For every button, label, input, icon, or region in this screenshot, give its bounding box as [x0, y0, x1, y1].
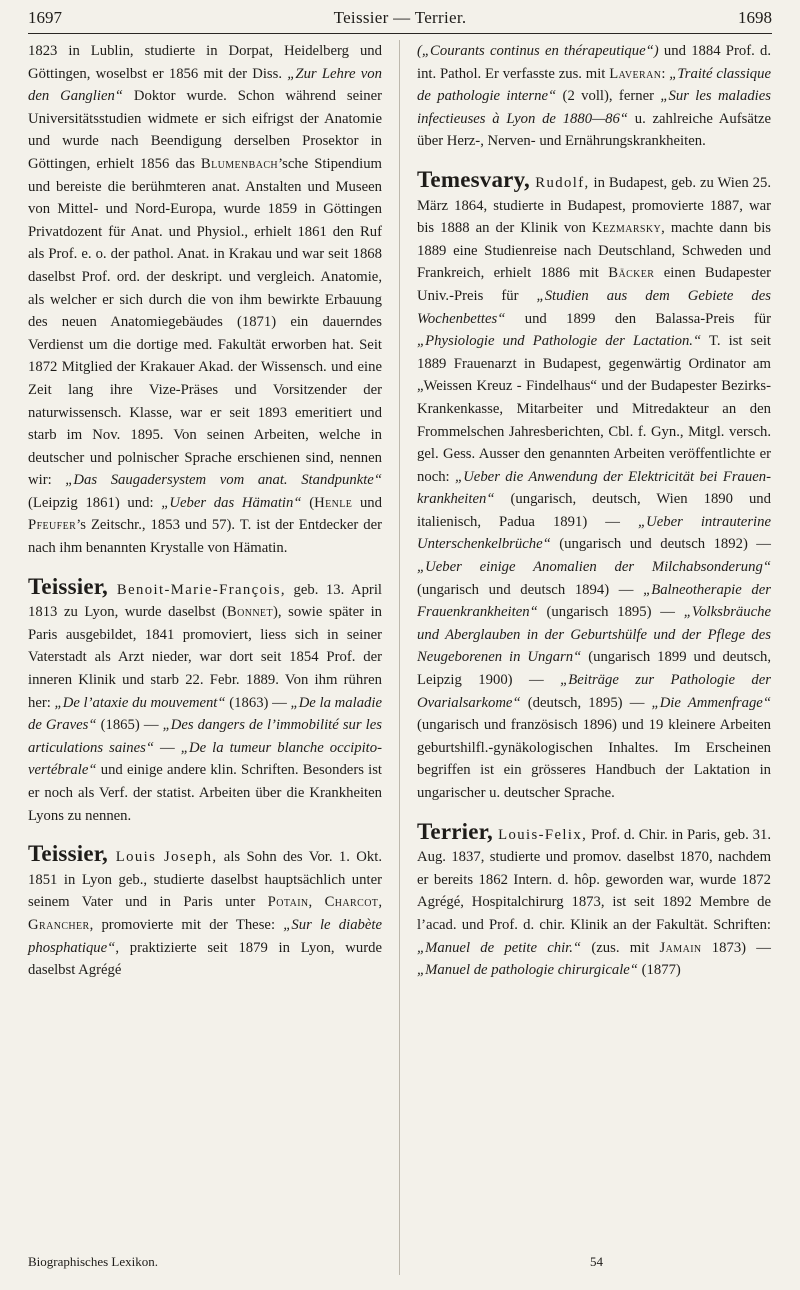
person-name: Laveran	[609, 65, 662, 82]
work-title: „De la tumeur blanche occipito-vertébrale“	[28, 739, 383, 779]
text: , machte dann bis 1889 eine Studienreise nach Deutschland, Schweden und Frankreich, erhielt 1886 mit	[417, 220, 771, 282]
work-title: „De l’ataxie du mouvement“	[54, 694, 226, 711]
entry-headword: Teissier,	[28, 573, 108, 599]
running-title: Teissier — Terrier.	[333, 8, 467, 27]
text: , praktizierte seit 1879 in Lyon, wurde daselbst Agrégé	[28, 939, 382, 979]
work-title: „Volksbräuche und Aberglauben in der Geburtshülfe und der Pflege des Neugeborenen in Ungarn“	[417, 604, 771, 666]
entry-temesvary	[417, 166, 772, 805]
text: ’sche Stipendium und bereiste die berühmteren anat. Anstalten und Museen von Mittel- und Nord-Europa, wurde 1859 in Göttingen Privatdozent für Anat. und Physiol., erhielt 1861 den Ruf als Prof. e. o. der pathol. Anat. in Krakau und war seit 1868 daselbst Prof. ord. der deskript. und vergleich. Anatomie, als welcher er sich durch die von ihm bewirkte Erbauung des neuen Anatomiegebäudes (1871) ein dauerndes Verdienst um die dortige med. Fakultät erworben hat. Seit 1872 Mitglied der Krakauer Akad. der Wissensch. und eine Zeit lang ihre Vize-Präses und Vorsitzender der naturwissensch. Klasse, war er seit 1893 emeritiert und starb im Nov. 1895. Von seinen Arbeiten, welche in deutscher und polnischer Sprache erschienen sind, nennen wir:	[28, 155, 382, 489]
text: (	[301, 494, 315, 511]
work-title: „Balneotherapie der Frauenkrankheiten“	[417, 581, 772, 621]
text: (1865) —	[96, 717, 163, 734]
entry-given-names: Louis Joseph,	[107, 849, 218, 866]
text: (ungarisch, deutsch, Wien 1890 und italienisch, Padua 1891) —	[417, 491, 771, 530]
entry-headword: Teissier,	[28, 841, 108, 867]
person-name: Potain	[267, 894, 309, 911]
entry-teissier-benoit	[28, 573, 383, 828]
work-title: „Beiträge zur Pathologie der Ovarialsarkome“	[417, 672, 771, 711]
text: Prof. d. Chir. in Paris, geb. 31. Aug. 1837, studierte und promov. daselbst 1870, nachdem er bereits 1862 Intern. d. hôp. geworden war, wurde 1872 Agrégé, Hospitalchirurg 1873, ist seit 1892 Membre de l’acad. und Prof. d. chir. Klinik an der Fakultät. Schriften:	[417, 826, 771, 933]
work-title: „Manuel de pathologie chirurgicale“	[417, 962, 638, 979]
text: und 1884 Prof. d. int. Pathol. Er verfasste zus. mit	[417, 43, 772, 82]
entry-given-names: Benoit-Marie-François,	[107, 581, 286, 598]
text: (deutsch, 1895) —	[520, 694, 652, 711]
work-title: „Des dangers de l’immobilité sur les articulations saines“	[28, 717, 382, 756]
work-title: „Ueber einige Anomalien der Milchabsonderung“	[417, 559, 771, 576]
text: (1863) —	[225, 694, 291, 711]
text: (ungarisch und französisch 1896) und 19 kleinere Arbeiten geburtshilfl.-gynäkologischen Inhaltes. Im Erscheinen begriffen ist ein grösseres Handbuch der Laktation in ungarischer u. deutscher Sprache.	[417, 717, 771, 801]
text: (ungarisch und deutsch 1892) —	[550, 536, 771, 553]
work-title: „Ueber intrauterine Unterschenkelbrüche“	[417, 513, 771, 553]
entry-continuation	[28, 40, 382, 560]
footer-source: Biographisches Lexikon.	[28, 1254, 158, 1269]
person-name: Bäcker	[608, 265, 655, 282]
work-title: „Physiologie und Pathologie der Lactation.“	[417, 333, 702, 350]
work-title: „Ueber die Anwendung der Elektricität bei Frauenkrankheiten“	[417, 468, 772, 508]
work-title: „Sur le diabète phosphatique“	[28, 916, 382, 956]
text: einen Budapester Univ.-Preis für	[417, 265, 771, 304]
entry-given-names: Louis-Felix,	[492, 826, 588, 843]
text: 1823 in Lublin, studierte in Dorpat, Heidelberg und Göttingen, woselbst er 1856 mit der Diss.	[28, 43, 382, 82]
text: geb. 13. April 1813 zu Lyon, wurde daselbst (	[28, 581, 382, 621]
text: Doktor wurde. Schon während seiner Universitätsstudien widmete er sich eifrigst der Anatomie und wurde nach Beendigung derselben Prosektor in Göttingen, erhielt 1856 das	[28, 88, 383, 172]
person-name: Charcot	[324, 894, 379, 911]
page-header	[28, 0, 772, 30]
work-title: „Sur les maladies infectieuses à Lyon de 1880—86“	[417, 88, 771, 127]
text: ,	[308, 894, 325, 911]
text: ’s Zeitschr., 1853 und 57). T. ist der Entdecker der nach ihm benannten Krystalle von Hämatin.	[28, 517, 382, 557]
entry-terrier	[417, 818, 771, 982]
work-title: „Zur Lehre von den Ganglien“	[28, 65, 382, 105]
person-name: Jamain	[659, 939, 702, 956]
work-title: „Traité classique de pathologie interne“	[417, 65, 771, 105]
work-title: „Das Saugadersystem vom anat. Standpunkte“	[65, 472, 382, 489]
text: als Sohn des Vor. 1. Okt. 1851 in Lyon geb., studierte daselbst hauptsächlich unter seinem Vater und in Paris unter	[28, 849, 382, 911]
work-title: „Manuel de petite chir.“	[417, 939, 582, 956]
text: (2 voll), ferner	[556, 88, 661, 105]
entry-teissier-louis	[28, 843, 382, 982]
text: (ungarisch und deutsch 1894) —	[417, 581, 644, 598]
text: :	[661, 65, 670, 82]
text: (1877)	[637, 962, 681, 979]
entry-given-names: Rudolf,	[529, 174, 590, 191]
page-number-right: 1698	[738, 8, 772, 27]
text: 1873) —	[701, 939, 771, 956]
column-divider	[399, 40, 400, 1275]
person-name: Bonnet	[226, 604, 273, 621]
person-name: Blumenbach	[200, 155, 279, 172]
work-title: „Studien aus dem Gebiete des Wochenbettes“	[417, 287, 771, 327]
text: ,	[378, 894, 382, 911]
text: und 1899 den Balassa-Preis für	[505, 310, 771, 327]
person-name: Grancher	[28, 916, 90, 933]
text: (Leipzig 1861) und:	[28, 494, 162, 511]
left-column	[28, 40, 382, 982]
text: T. ist seit 1889 Frauenarzt in Budapest, gegenwärtig Ordinator am „Weissen Kreuz - Findelhaus“ und der Budapester Bezirks-Krankenkasse, Mitarbeiter und Mitredakteur an den Frommelschen Jahresberichten, Cbl. f. Gyn., Mitgl. versch. gel. Gess. Ausser den genannten Arbeiten veröffentlichte er noch:	[417, 333, 772, 485]
entry-headword: Terrier,	[417, 818, 493, 844]
text: u. zahlreiche Aufsätze über Herz-, Nerven- und Ernährungskrankheiten.	[417, 110, 771, 150]
work-title: „Die Ammenfrage“	[651, 694, 771, 711]
work-title: „Ueber das Hämatin“	[161, 494, 302, 511]
text: (ungarisch 1895) —	[537, 604, 684, 621]
footer-signature: 54	[590, 1254, 603, 1269]
right-column	[417, 40, 771, 982]
text: , promovierte mit der These:	[89, 916, 284, 933]
text: (ungarisch 1899 und deutsch, Leipzig 1900) —	[417, 649, 771, 689]
page-number-left: 1697	[28, 8, 62, 27]
entry-continuation	[417, 40, 771, 153]
person-name: Pfeufer	[28, 517, 77, 534]
work-title: „De la maladie de Graves“	[28, 694, 382, 734]
text: —	[154, 739, 181, 756]
person-name: Henle	[314, 494, 353, 511]
text: in Budapest, geb. zu Wien 25. März 1864, studierte in Budapest, promovierte 1887, war bis 1888 an der Klinik von	[417, 174, 771, 237]
person-name: Kezmarsky	[591, 220, 662, 237]
text: (zus. mit	[581, 939, 660, 956]
header-rule	[28, 33, 772, 34]
work-title: („Courants continus en thérapeutique“)	[417, 43, 659, 59]
text: ), sowie später in Paris ausgebildet, 1841 promoviert, liess sich in seiner Vaterstadt als Arzt nieder, war dort seit 1854 Prof. der inneren Klinik und starb 22. Febr. 1889. Von ihm rühren her:	[28, 604, 383, 711]
entry-headword: Temesvary,	[417, 166, 530, 192]
text: und	[352, 494, 382, 511]
text: und einige andere klin. Schriften. Besonders ist er noch als Verf. der statist. Arbeiten über die Krankheiten Lyons zu nennen.	[28, 762, 382, 824]
